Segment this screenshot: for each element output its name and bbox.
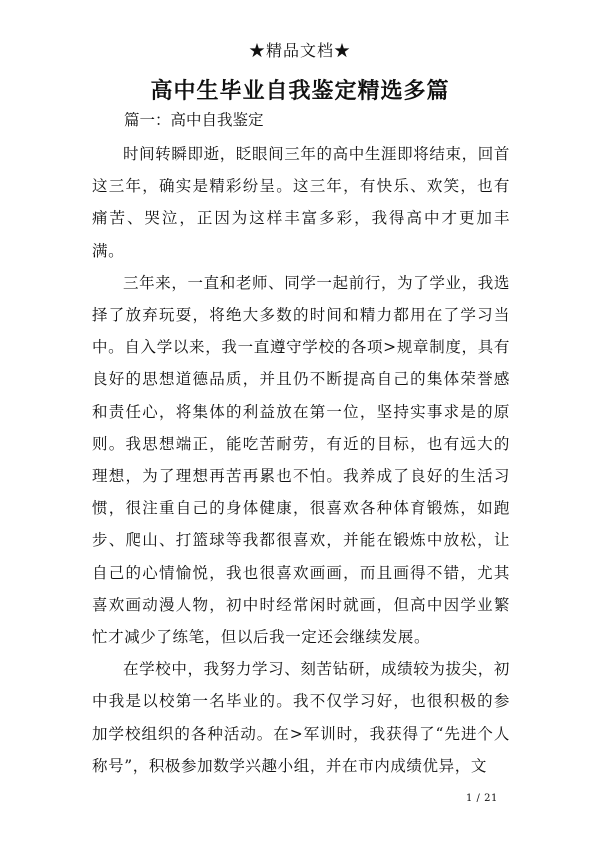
page-header: ★精品文档★ [248, 41, 351, 60]
paragraph-2: 三年来，一直和老师、同学一起前行，为了学业，我选择了放弃玩耍，将绝大多数的时间和精力都用在了学习当中。自入学以来，我一直遵守学校的各项>规章制度，具有良好的思想道德品质，并且仍不断提高自己的集体荣誉感和责任心，将集体的利益放在第一位，坚持实事求是的原则。我思想端正，能吃苦耐劳，有近的目标，也有远大的理想，为了理想再苦再累也不怕。我养成了良好的生活习惯，很注重自己的身体健康，很喜欢各种体育锻炼，如跑步、爬山、打篮球等我都很喜欢，并能在锻炼中放松，让自己的心情愉悦，我也很喜欢画画，而且画得不错，尤其喜欢画动漫人物，初中时经常闲时就画，但高中因学业繁忙才减少了练笔，但以后我一定还会继续发展。 [92, 273, 510, 647]
page-number: 1 / 21 [466, 793, 498, 804]
section-heading: 篇一：高中自我鉴定 [124, 111, 264, 129]
document-title: 高中生毕业自我鉴定精选多篇 [150, 78, 450, 104]
document-body [92, 138, 510, 782]
paragraph-1: 时间转瞬即逝，眨眼间三年的高中生涯即将结束，回首这三年，确实是精彩纷呈。这三年，有快乐、欢笑，也有痛苦、哭泣，正因为这样丰富多彩，我得高中才更加丰满。 [92, 145, 510, 260]
paragraph-3: 在学校中，我努力学习、刻苦钻研，成绩较为拔尖，初中我是以校第一名毕业的。我不仅学习好，也很积极的参加学校组织的各种活动。在>军训时，我获得了“先进个人称号”，积极参加数学兴趣小组，并在市内成绩优异，文 [92, 660, 510, 775]
